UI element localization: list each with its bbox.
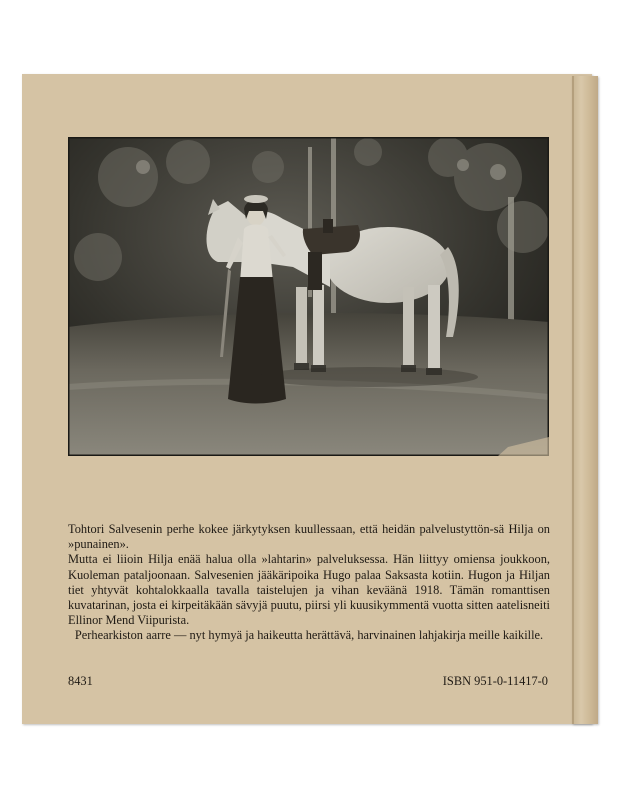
blurb-paragraph-2: Mutta ei liioin Hilja enää halua olla »lahtarin» palveluksessa. Hän liittyy omiensa joukkoon, Kuoleman pataljoonaan. Salvesenien jääkäripoika Hugo palaa Saksasta kotiin. Hugon ja Hiljan tiet yhtyvät kohtalokkaalla tavalla taistelujen ja vihan keväänä 1918. Tämän romanttisen kuvatarinan, josta ei kirpeitäkään sävyjä puutu, piirsi yli kuusikymmentä vuotta sitten aatelisneiti Ellinor Mend Viipurista.	[68, 552, 550, 628]
woman-with-horse-photo	[68, 137, 549, 456]
isbn: ISBN 951-0-11417-0	[442, 674, 548, 688]
spine-groove	[572, 76, 574, 724]
cover-photograph	[68, 137, 549, 456]
blurb-paragraph-3: Perhearkiston aarre — nyt hymyä ja haikeutta herättävä, harvinainen lahjakirja meille kaikille.	[74, 628, 544, 643]
blurb-paragraph-1: Tohtori Salvesenin perhe kokee järkytyksen kuullessaan, että heidän palvelustyttön-sä Hilja on »punainen».	[68, 522, 550, 552]
product-code: 8431	[68, 674, 93, 688]
back-cover-blurb	[68, 522, 550, 644]
book-spine	[572, 76, 598, 724]
